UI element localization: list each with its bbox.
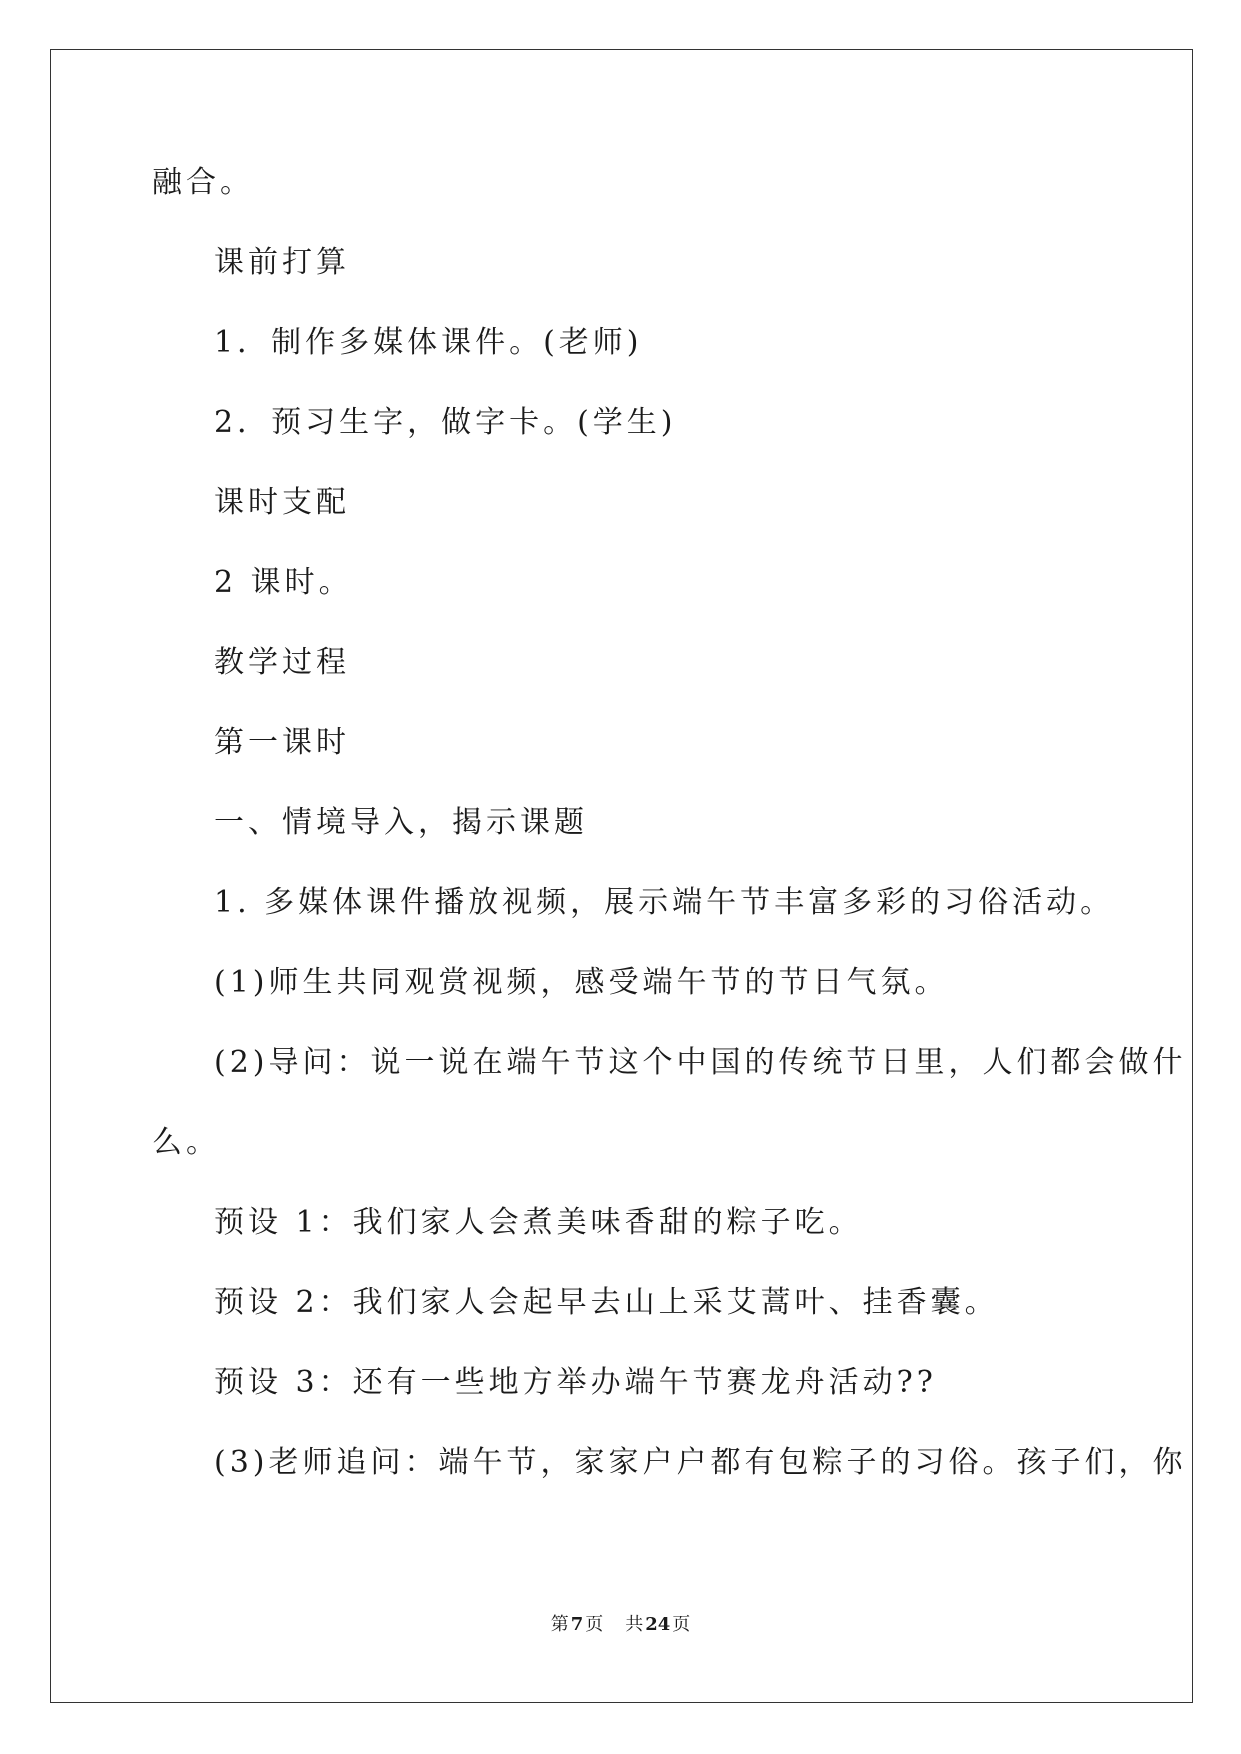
text-line-17: (3)老师追问：端午节，家家户户都有包粽子的习俗。孩子们，你 [214, 1445, 1187, 1480]
text-line-12: (2)导问：说一说在端午节这个中国的传统节日里，人们都会做什 [214, 1045, 1187, 1080]
text-line-11: (1)师生共同观赏视频，感受端午节的节日气氛。 [214, 965, 949, 1000]
page-suffix: 页 [585, 1614, 604, 1635]
text-line-1: 融合。 [152, 165, 254, 200]
text-line-3: 1．制作多媒体课件。(老师) [214, 325, 643, 360]
text-line-16: 预设 3：还有一些地方举办端午节赛龙舟活动?? [214, 1365, 937, 1400]
total-pages: 24 [645, 1614, 671, 1635]
text-line-4: 2．预习生字，做字卡。(学生) [214, 405, 677, 440]
text-line-14: 预设 1：我们家人会煮美味香甜的粽子吃。 [214, 1205, 863, 1240]
text-line-13: 么。 [152, 1125, 220, 1160]
section-heading-prep: 课前打算 [214, 245, 350, 280]
page-number: 7 [570, 1614, 584, 1635]
text-line-10: 1. 多媒体课件播放视频，展示端午节丰富多彩的习俗活动。 [214, 885, 1115, 920]
total-suffix: 页 [672, 1614, 691, 1635]
section-heading-lesson-1: 第一课时 [214, 725, 350, 760]
section-heading-process: 教学过程 [214, 645, 350, 680]
text-line-6: 2 课时。 [214, 565, 353, 600]
page-prefix: 第 [550, 1614, 569, 1635]
text-line-9: 一、情境导入，揭示课题 [214, 805, 588, 840]
total-prefix: 共 [625, 1614, 644, 1635]
text-line-15: 预设 2：我们家人会起早去山上采艾蒿叶、挂香囊。 [214, 1285, 999, 1320]
page-footer [0, 1614, 1241, 1636]
section-heading-schedule: 课时支配 [214, 485, 350, 520]
